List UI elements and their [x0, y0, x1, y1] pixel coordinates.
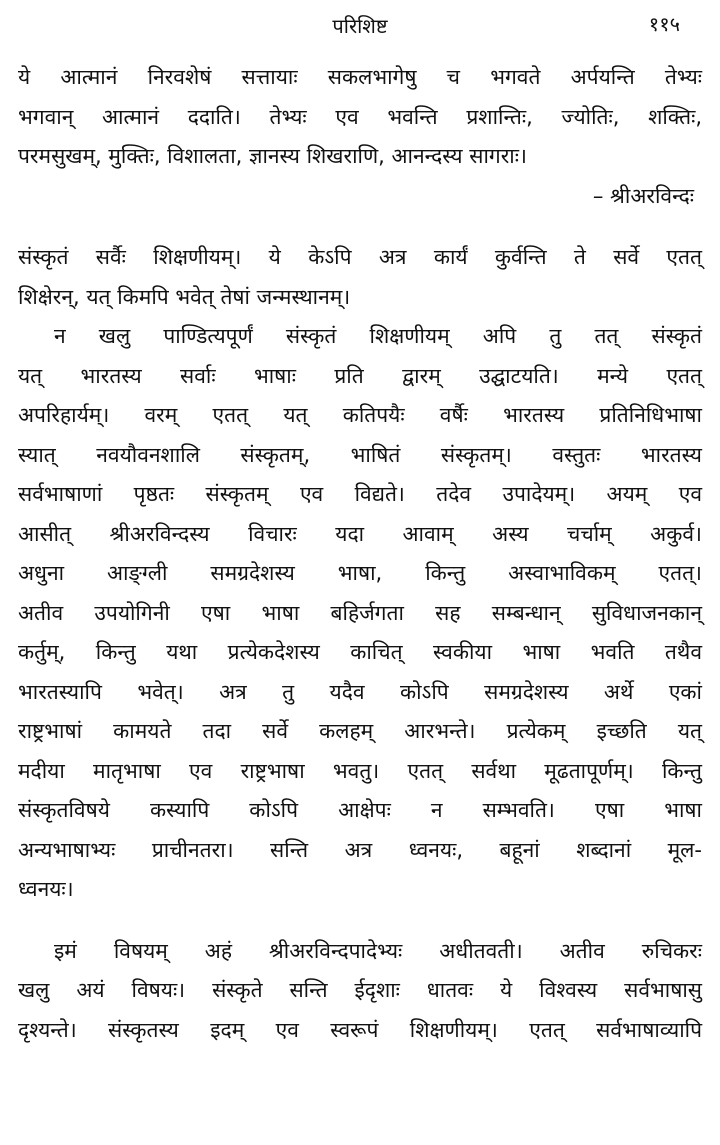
- text-line: अपरिहार्यम्। वरम् एतत् यत् कतिपयैः वर्षैः भारतस्य प्रतिनिधिभाषा: [18, 403, 702, 427]
- text-line: परमसुखम्, मुक्तिः, विशालता, ज्ञानस्य शिखराणि, आनन्दस्य सागराः।: [18, 144, 527, 168]
- text-line: सर्वभाषाणां पृष्ठतः संस्कृतम् एव विद्यते। तदेव उपादेयम्। अयम् एव: [18, 482, 702, 506]
- text-line: न खलु पाण्डित्यपूर्णं संस्कृतं शिक्षणीयम् अपि तु तत् संस्कृतं: [54, 324, 702, 348]
- text-line: भगवान् आत्मानं ददाति। तेभ्यः एव भवन्ति प्रशान्तिः, ज्योतिः, शक्तिः,: [18, 104, 702, 129]
- paragraph-2: [18, 238, 702, 317]
- paragraph-3: [18, 317, 702, 910]
- text-line: संस्कृतं सर्वैः शिक्षणीयम्। ये केऽपि अत्र कार्यं कुर्वन्ति ते सर्वे एतत्: [18, 245, 702, 269]
- text-line: इमं विषयम् अहं श्रीअरविन्दपादेभ्यः अधीतवती। अतीव रुचिकरः: [54, 938, 702, 963]
- page-header: [18, 0, 702, 58]
- page-number: ११५: [648, 12, 680, 36]
- text-line: ध्वनयः।: [18, 877, 74, 901]
- text-line: दृश्यन्ते। संस्कृतस्य इदम् एव स्वरूपं शिक्षणीयम्। एतत् सर्वभाषाव्यापि: [18, 1017, 702, 1042]
- text-line: अन्यभाषाभ्यः प्राचीनतरा। सन्ति अत्र ध्वनयः, बहूनां शब्दानां मूल-: [18, 837, 702, 862]
- text-line: खलु अयं विषयः। संस्कृते सन्ति ईदृशाः धातवः ये विश्वस्य सर्वभाषासु: [18, 978, 702, 1002]
- attribution: – श्रीअरविन्दः: [592, 183, 694, 208]
- paragraph-4: [18, 932, 702, 1051]
- text-line: अधुना आङ्ग्ली समग्रदेशस्य भाषा, किन्तु अस्वाभाविकम् एतत्।: [18, 561, 702, 585]
- text-line: शिक्षेरन्, यत् किमपि भवेत् तेषां जन्मस्थानम्।: [18, 284, 351, 309]
- text-line: भारतस्यापि भवेत्। अत्र तु यदैव कोऽपि समग्रदेशस्य अर्थे एकां: [18, 679, 702, 704]
- text-line: अतीव उपयोगिनी एषा भाषा बहिर्जगता सह सम्बन्धान् सुविधाजनकान्: [18, 600, 702, 625]
- text-line: कर्तुम्, किन्तु यथा प्रत्येकदेशस्य काचित् स्वकीया भाषा भवति तथैव: [18, 640, 702, 664]
- text-line: स्यात् नवयौवनशालि संस्कृतम्, भाषितं संस्कृतम्। वस्तुतः भारतस्य: [18, 442, 702, 467]
- text-line: संस्कृतविषये कस्यापि कोऽपि आक्षेपः न सम्भवति। एषा भाषा: [18, 798, 702, 822]
- running-head: परिशिष्ट: [332, 14, 388, 38]
- text-line: आसीत् श्रीअरविन्दस्य विचारः यदा आवाम् अस्य चर्चाम् अकुर्व।: [18, 521, 702, 546]
- quote-paragraph: [18, 58, 702, 216]
- text-line: मदीया मातृभाषा एव राष्ट्रभाषा भवतु। एतत् सर्वथा मूढतापूर्णम्। किन्तु: [18, 758, 702, 783]
- text-line: यत् भारतस्य सर्वाः भाषाः प्रति द्वारम् उद्घाटयति। मन्ये एतत्: [18, 363, 702, 388]
- text-line: ये आत्मानं निरवशेषं सत्तायाः सकलभागेषु च भगवते अर्पयन्ति तेभ्यः: [18, 65, 702, 89]
- text-line: राष्ट्रभाषां कामयते तदा सर्वे कलहम् आरभन्ते। प्रत्येकम् इच्छति यत्: [18, 719, 702, 743]
